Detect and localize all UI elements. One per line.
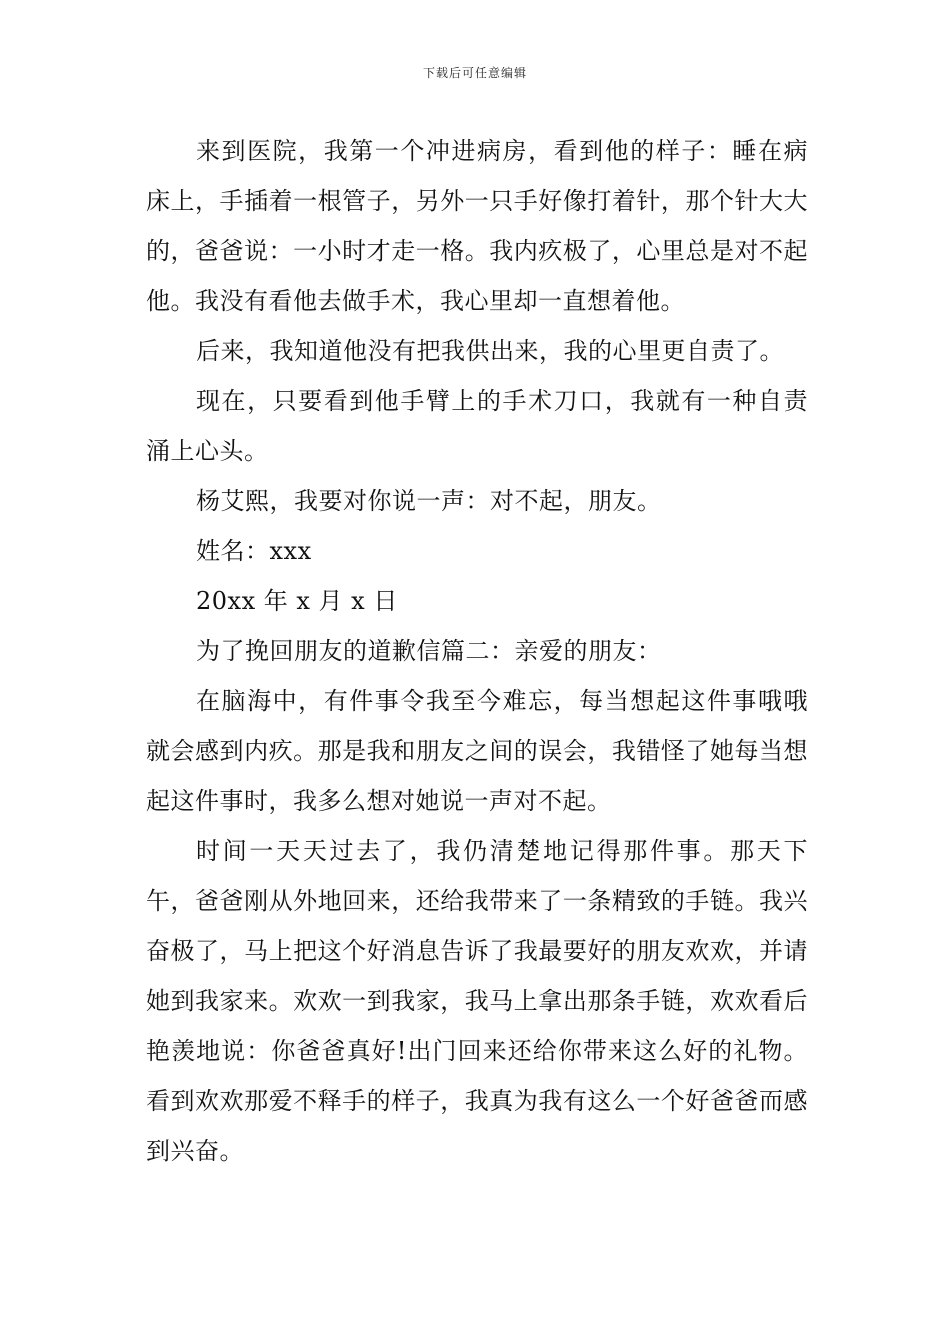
paragraph-self-blame: 后来，我知道他没有把我供出来，我的心里更自责了。 — [196, 337, 784, 365]
page-header: 下载后可任意编辑 — [422, 66, 527, 80]
signature-date: 20xx 年 x 月 x 日 — [196, 587, 398, 615]
paragraph-hospital-visit: 来到医院，我第一个冲进病房，看到他的样子：睡在病床上，手插着一根管子，另外一只手好像打着针，那个针大大的，爸爸说：一小时才走一格。我内疚极了，心里总是对不起他。我没有看他去做手术，我心里却一直想着他。 — [146, 137, 808, 315]
section-title-letter-two: 为了挽回朋友的道歉信篇二：亲爱的朋友： — [196, 637, 662, 665]
paragraph-bracelet-story: 时间一天天过去了，我仍清楚地记得那件事。那天下午，爸爸刚从外地回来，还给我带来了一条精致的手链。我兴奋极了，马上把这个好消息告诉了我最要好的朋友欢欢，并请她到我家来。欢欢一到我家，我马上拿出那条手链，欢欢看后艳羡地说：你爸爸真好!出门回来还给你带来这么好的礼物。看到欢欢那爱不释手的样子，我真为我有这么一个好爸爸而感到兴奋。 — [146, 837, 808, 1165]
letter-body — [146, 126, 808, 1176]
signature-name: 姓名：xxx — [196, 537, 312, 565]
paragraph-scar: 现在，只要看到他手臂上的手术刀口，我就有一种自责涌上心头。 — [146, 387, 808, 465]
paragraph-apology: 杨艾熙，我要对你说一声：对不起，朋友。 — [196, 487, 662, 515]
paragraph-memory: 在脑海中，有件事令我至今难忘，每当想起这件事哦哦就会感到内疚。那是我和朋友之间的误会，我错怪了她每当想起这件事时，我多么想对她说一声对不起。 — [146, 687, 808, 815]
